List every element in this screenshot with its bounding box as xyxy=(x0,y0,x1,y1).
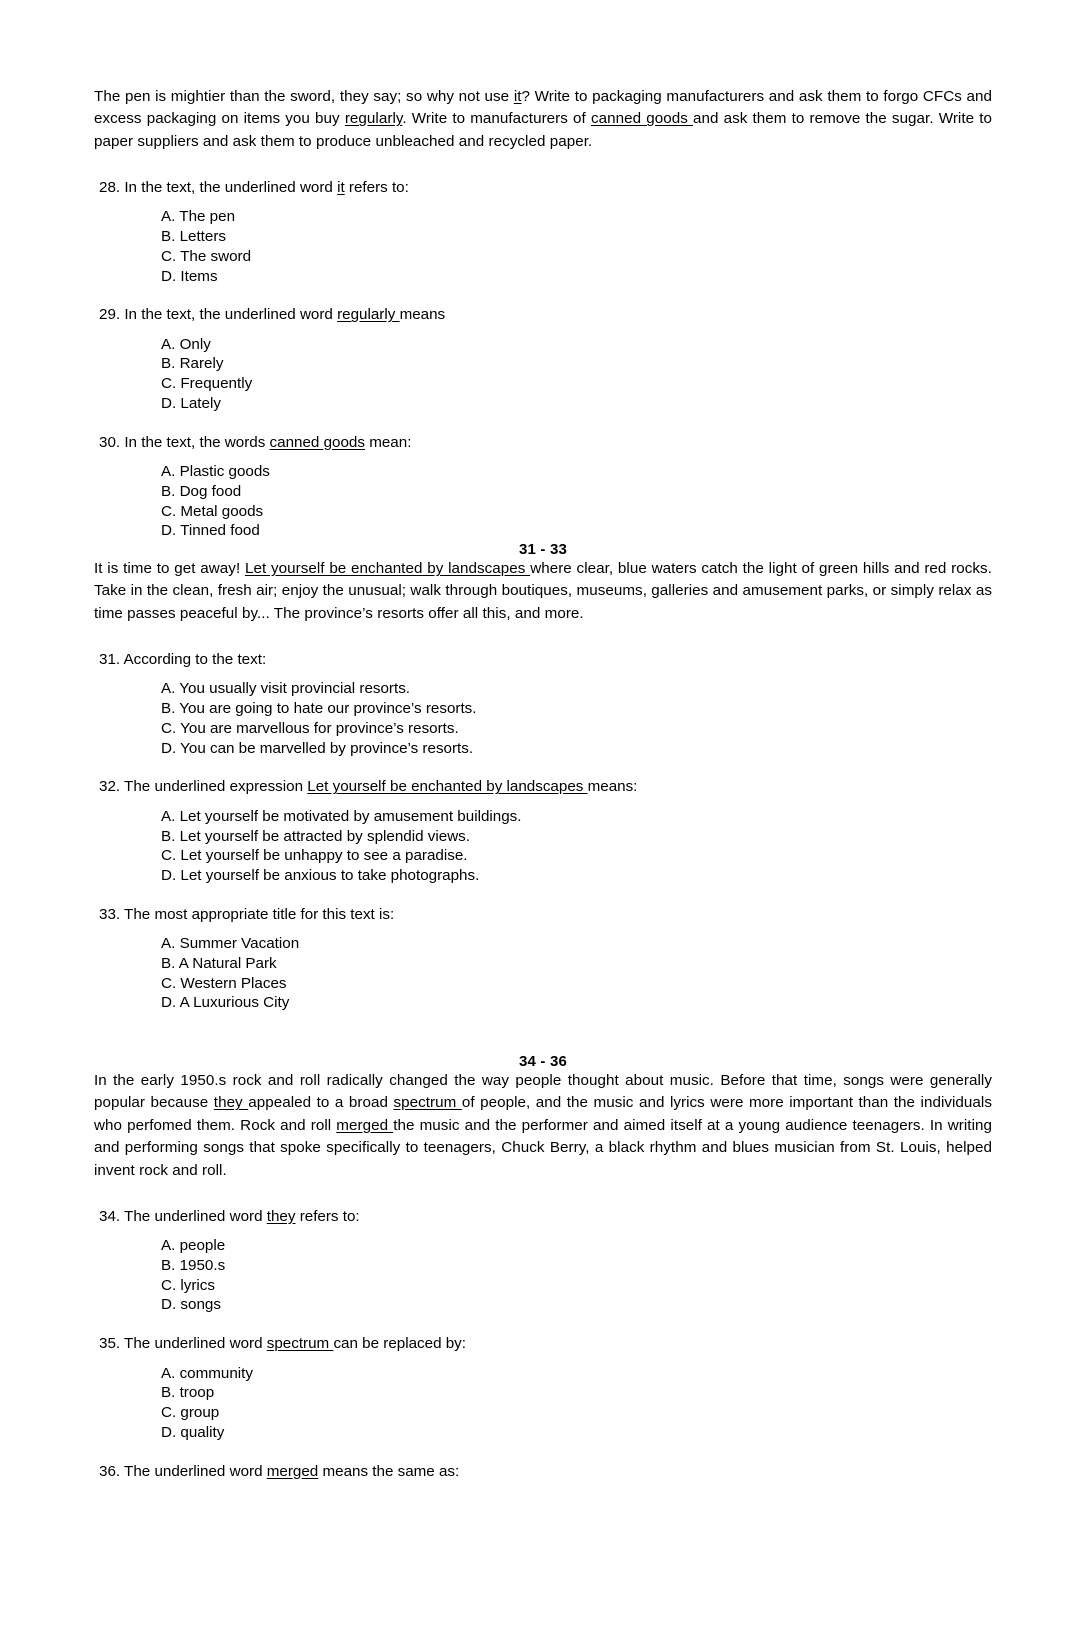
underlined-term: they xyxy=(213,1094,249,1112)
text-run: appealed to a broad xyxy=(248,1094,394,1112)
text-run: and ask them to remove the sugar. Write to paper suppliers and ask them to produce unbleached and recycled paper. xyxy=(94,110,993,150)
text-run: In the early 1950.s rock and roll radically changed the way people thought about music. Before that time, songs were generally popular because xyxy=(94,1072,992,1112)
passage-2 xyxy=(94,558,992,625)
passage-1 xyxy=(94,86,992,153)
text-run: 31. According to the text: xyxy=(99,651,267,669)
text-run: where clear, blue waters catch the light of green hills and red rocks. Take in the clean, fresh air; enjoy the unusual; walk through boutiques, museums, galleries and amusement parks, or simply relax as time passes peaceful by... The province’s resorts offer all this, and more. xyxy=(94,560,992,622)
choice-list xyxy=(94,934,992,1013)
text-run: can be replaced by: xyxy=(333,1335,466,1353)
choice-list xyxy=(94,462,992,541)
question-block-35 xyxy=(94,1333,992,1442)
spacer xyxy=(94,758,992,776)
choice-list xyxy=(94,1364,992,1443)
text-run: means xyxy=(399,306,446,324)
question-text xyxy=(94,904,992,926)
question-block-32 xyxy=(94,776,992,885)
answer-choice[interactable]: A. The pen xyxy=(161,208,236,226)
spacer xyxy=(94,1443,992,1461)
answer-choice[interactable]: D. Items xyxy=(161,267,218,285)
text-run: of people, and the music and lyrics were more important than the individuals who perfomed them. Rock and roll xyxy=(94,1094,992,1134)
question-text xyxy=(94,1206,992,1228)
question-block-29 xyxy=(94,304,992,413)
underlined-term: they xyxy=(266,1207,296,1225)
underlined-term: it xyxy=(513,88,522,105)
text-run: 34. The underlined word xyxy=(99,1207,267,1225)
choice-list xyxy=(94,679,992,758)
text-run: the music and the performer and aimed itself at a young audience teenagers. In writing and performing songs that spoke specifically to teenagers, Chuck Berry, a black rhythm and blues musician from St. Louis, helped invent rock and roll. xyxy=(94,1116,992,1179)
text-run: 28. In the text, the underlined word xyxy=(99,179,338,197)
underlined-term: regularly xyxy=(344,110,403,128)
text-run: 36. The underlined word xyxy=(99,1462,267,1480)
choice-list xyxy=(94,1236,992,1315)
question-block-36 xyxy=(94,1461,992,1483)
underlined-term: regularly xyxy=(337,306,400,324)
question-block-31 xyxy=(94,649,992,758)
text-run: refers to: xyxy=(344,179,409,197)
spacer xyxy=(94,286,992,304)
underlined-term: Let yourself be enchanted by landscapes xyxy=(307,778,588,796)
answer-choice[interactable]: D. songs xyxy=(161,1296,221,1314)
answer-choice[interactable]: B. Dog food xyxy=(161,482,242,500)
spacer xyxy=(94,414,992,432)
answer-choice[interactable]: A. Summer Vacation xyxy=(161,935,300,953)
answer-choice[interactable]: B. A Natural Park xyxy=(161,954,277,972)
answer-choice[interactable]: B. troop xyxy=(161,1384,215,1402)
text-run: means: xyxy=(587,778,638,796)
underlined-term: it xyxy=(337,179,345,197)
question-block-30 xyxy=(94,432,992,541)
choice-list xyxy=(94,335,992,414)
answer-choice[interactable]: A. Plastic goods xyxy=(161,463,270,481)
choice-list xyxy=(94,207,992,286)
spacer xyxy=(94,1013,992,1053)
answer-choice[interactable]: A. Let yourself be motivated by amusement buildings. xyxy=(161,807,522,825)
text-run: 33. The most appropriate title for this text is: xyxy=(99,905,395,923)
answer-choice[interactable]: A. Only xyxy=(161,335,211,353)
answer-choice[interactable]: C. lyrics xyxy=(161,1276,215,1294)
section-heading-31-33: 31 - 33 xyxy=(518,541,568,559)
question-text xyxy=(94,649,992,671)
spacer xyxy=(94,886,992,904)
text-run: ? Write to packaging manufacturers and ask them to forgo CFCs and excess packaging on items you buy xyxy=(94,88,992,128)
spacer xyxy=(94,1315,992,1333)
underlined-term: canned goods xyxy=(590,110,693,128)
text-run: 35. The underlined word xyxy=(99,1335,267,1353)
spacer xyxy=(94,631,992,649)
choice-list xyxy=(94,807,992,886)
underlined-term: spectrum xyxy=(266,1335,334,1353)
answer-choice[interactable]: A. people xyxy=(161,1237,226,1255)
question-block-28 xyxy=(94,177,992,286)
answer-choice[interactable]: D. Let yourself be anxious to take photographs. xyxy=(161,867,480,885)
answer-choice[interactable]: C. Western Places xyxy=(161,974,287,992)
text-run: refers to: xyxy=(295,1207,360,1225)
spacer xyxy=(94,159,992,177)
text-run: 29. In the text, the underlined word xyxy=(99,306,338,324)
underlined-term: canned goods xyxy=(269,433,365,451)
text-run: mean: xyxy=(364,433,412,451)
section-heading-34-36: 34 - 36 xyxy=(518,1053,568,1071)
question-text xyxy=(94,432,992,454)
answer-choice[interactable]: D. quality xyxy=(161,1423,225,1441)
underlined-term: spectrum xyxy=(393,1094,462,1112)
text-run: . Write to manufacturers of xyxy=(402,110,591,128)
text-run: 30. In the text, the words xyxy=(99,433,270,451)
answer-choice[interactable]: C. Let yourself be unhappy to see a paradise. xyxy=(161,847,468,865)
question-text xyxy=(94,1461,992,1483)
text-run: It is time to get away! xyxy=(94,560,245,578)
answer-choice[interactable]: C. The sword xyxy=(161,247,252,265)
question-text xyxy=(94,1333,992,1355)
question-text xyxy=(94,776,992,798)
answer-choice[interactable]: C. You are marvellous for province’s resorts. xyxy=(161,719,459,737)
answer-choice[interactable]: A. community xyxy=(161,1364,253,1382)
spacer xyxy=(94,1188,992,1206)
answer-choice[interactable]: B. Rarely xyxy=(161,355,224,373)
question-text xyxy=(94,177,992,199)
answer-choice[interactable]: B. 1950.s xyxy=(161,1256,226,1274)
underlined-term: merged xyxy=(336,1116,394,1134)
underlined-term: Let yourself be enchanted by landscapes xyxy=(244,560,531,578)
question-block-34 xyxy=(94,1206,992,1315)
text-run: means the same as: xyxy=(318,1462,460,1480)
text-run: The pen is mightier than the sword, they say; so why not use xyxy=(94,88,514,105)
answer-choice[interactable]: A. You usually visit provincial resorts. xyxy=(161,680,411,698)
answer-choice[interactable]: D. You can be marvelled by province’s resorts. xyxy=(161,739,474,757)
answer-choice[interactable]: B. Let yourself be attracted by splendid views. xyxy=(161,827,470,845)
text-run: 32. The underlined expression xyxy=(99,778,308,796)
question-text xyxy=(94,304,992,326)
underlined-term: merged xyxy=(266,1462,319,1480)
passage-3 xyxy=(94,1070,992,1182)
answer-choice[interactable]: B. You are going to hate our province’s resorts. xyxy=(161,700,477,718)
answer-choice[interactable]: C. Metal goods xyxy=(161,502,264,520)
answer-choice[interactable]: D. Lately xyxy=(161,394,221,412)
question-block-33 xyxy=(94,904,992,1013)
answer-choice[interactable]: C. Frequently xyxy=(161,375,253,393)
answer-choice[interactable]: B. Letters xyxy=(161,228,226,246)
answer-choice[interactable]: D. A Luxurious City xyxy=(161,994,290,1012)
answer-choice[interactable]: D. Tinned food xyxy=(161,522,260,540)
answer-choice[interactable]: C. group xyxy=(161,1404,220,1422)
